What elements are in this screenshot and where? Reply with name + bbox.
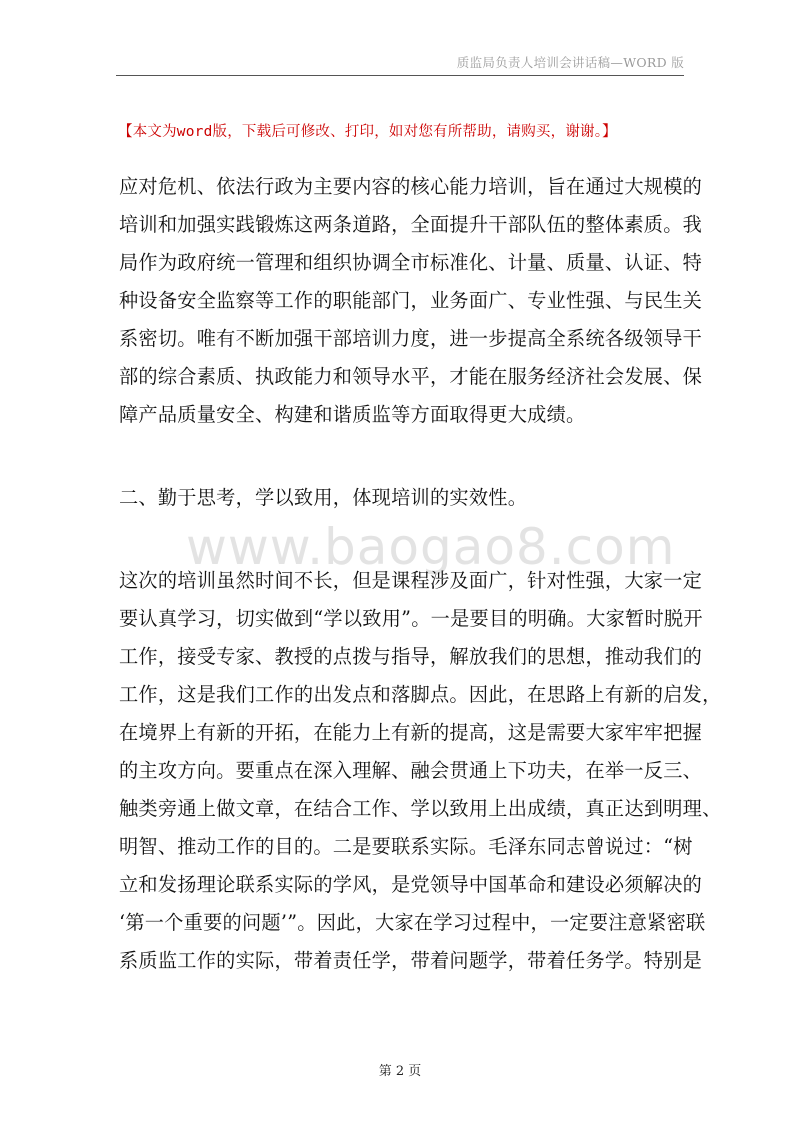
text-line: 立和发扬理论联系实际的学风，是党领导中国革命和建设必须解决的	[119, 873, 703, 896]
download-notice: 【本文为word版，下载后可修改、打印，如对您有所帮助，请购买，谢谢。】	[118, 124, 617, 140]
text-line: 种设备安全监察等工作的职能部门，业务面广、专业性强、与民生关	[119, 289, 703, 312]
text-line: 应对危机、依法行政为主要内容的核心能力培训，旨在通过大规模的	[119, 175, 703, 198]
text-line: 在境界上有新的开拓，在能力上有新的提高，这是需要大家牢牢把握	[119, 721, 703, 744]
watermark: www.baogao8.com	[186, 518, 676, 576]
text-line: 的主攻方向。要重点在深入理解、融会贯通上下功夫，在举一反三、	[119, 759, 703, 782]
text-line: 工作，这是我们工作的出发点和落脚点。因此，在思路上有新的启发，	[119, 683, 722, 706]
page-number: 第 2 页	[378, 1064, 422, 1079]
text-line: ‘第一个重要的问题’”。因此，大家在学习过程中，一定要注意紧密联	[119, 911, 706, 934]
text-line: 这次的培训虽然时间不长，但是课程涉及面广，针对性强，大家一定	[119, 569, 703, 592]
text-line: 培训和加强实践锻炼这两条道路，全面提升干部队伍的整体素质。我	[119, 213, 703, 236]
text-line: 部的综合素质、执政能力和领导水平，才能在服务经济社会发展、保	[119, 365, 703, 388]
text-line: 要认真学习，切实做到“学以致用”。一是要目的明确。大家暂时脱开	[119, 607, 703, 630]
text-line: 局作为政府统一管理和组织协调全市标准化、计量、质量、认证、特	[119, 251, 703, 274]
text-line: 工作，接受专家、教授的点拨与指导，解放我们的思想，推动我们的	[119, 645, 703, 668]
text-line: 系质监工作的实际，带着责任学，带着问题学，带着任务学。特别是	[119, 949, 703, 972]
text-line: 障产品质量安全、构建和谐质监等方面取得更大成绩。	[119, 403, 586, 426]
text-line: 明智、推动工作的目的。二是要联系实际。毛泽东同志曾说过：“树	[119, 835, 693, 858]
text-line: 系密切。唯有不断加强干部培训力度，进一步提高全系统各级领导干	[119, 327, 703, 350]
header-divider	[116, 75, 684, 76]
text-line: 触类旁通上做文章，在结合工作、学以致用上出成绩，真正达到明理、	[119, 797, 722, 820]
section-heading: 二、勤于思考，学以致用，体现培训的实效性。	[119, 486, 528, 509]
running-header: 质监局负责人培训会讲话稿—WORD 版	[456, 55, 684, 70]
